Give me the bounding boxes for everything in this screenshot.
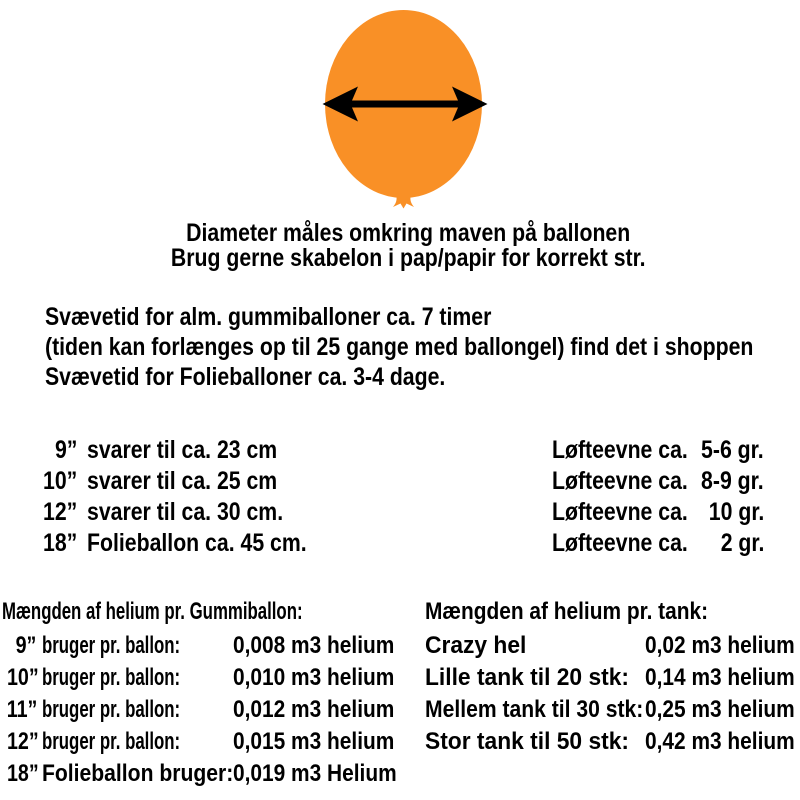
size-inches: 10”: [42, 467, 77, 495]
tank-label: Lille tank til 20 stk:: [425, 664, 629, 691]
table-row: [0, 662, 800, 694]
lift-label: Løfteevne ca.: [552, 436, 688, 464]
caption-line-2: [8, 246, 800, 271]
lift-label: Løfteevne ca.: [552, 467, 688, 495]
usage-label: bruger pr. ballon:: [42, 632, 181, 659]
usage-value: 0,008 m3 helium: [233, 632, 395, 659]
size-description: svarer til ca. 30 cm.: [87, 498, 284, 526]
size-inches: 10”: [6, 664, 39, 691]
usage-label: Folieballon bruger:: [42, 760, 234, 787]
size-inches: 18”: [6, 760, 39, 787]
size-inches: 12”: [42, 498, 77, 526]
float-info-line-3-text: Svævetid for Folieballoner ca. 3-4 dage.: [45, 363, 446, 391]
float-info-line-1: [45, 302, 800, 332]
lift-label: Løfteevne ca.: [552, 498, 688, 526]
lift-label: Løfteevne ca.: [552, 529, 688, 557]
float-info-line-1-text: Svævetid for alm. gummiballoner ca. 7 timer: [45, 303, 492, 331]
usage-value: 0,015 m3 helium: [233, 728, 395, 755]
caption-line-1-text: Diameter måles omkring maven på ballonen: [185, 219, 631, 247]
table-row: [0, 726, 800, 758]
float-info-line-2-text: (tiden kan forlænges op til 25 gange med ballongel) find det i shoppen: [45, 333, 754, 361]
tank-value: 0,02 m3 helium: [645, 632, 795, 659]
table-row: [0, 497, 800, 528]
size-inches: 9”: [15, 632, 36, 659]
table-row: [0, 630, 800, 662]
table-row: [0, 528, 800, 559]
table-row: [0, 466, 800, 497]
size-inches: 18”: [42, 529, 77, 557]
float-info-line-3: [45, 362, 800, 392]
tank-label: Mellem tank til 30 stk:: [425, 696, 644, 723]
size-description: svarer til ca. 23 cm: [87, 436, 278, 464]
tank-label: Stor tank til 50 stk:: [425, 728, 629, 755]
size-description: Folieballon ca. 45 cm.: [87, 529, 307, 557]
caption-line-2-text: Brug gerne skabelon i pap/papir for korrekt str.: [170, 244, 646, 272]
size-inches: 12”: [6, 728, 39, 755]
size-description: svarer til ca. 25 cm: [87, 467, 278, 495]
usage-label: bruger pr. ballon:: [42, 664, 181, 691]
lift-value: 2 gr.: [720, 529, 764, 557]
tank-value: 0,42 m3 helium: [645, 728, 795, 755]
lift-value: 8-9 gr.: [701, 467, 764, 495]
table-row: [0, 435, 800, 466]
size-inches: 11”: [6, 696, 38, 723]
float-time-info: [45, 302, 800, 392]
tank-value: 0,14 m3 helium: [645, 664, 795, 691]
usage-value: 0,010 m3 helium: [233, 664, 395, 691]
caption-line-1: [8, 221, 800, 246]
usage-value: 0,019 m3 Helium: [233, 760, 397, 787]
lift-value: 10 gr.: [708, 498, 764, 526]
balloon-graphic: [305, 0, 505, 210]
lift-value: 5-6 gr.: [701, 436, 764, 464]
usage-label: bruger pr. ballon:: [42, 728, 181, 755]
float-info-line-2: [45, 332, 800, 362]
caption: [8, 221, 800, 271]
table-row: [0, 694, 800, 726]
usage-label: bruger pr. ballon:: [42, 696, 181, 723]
helium-per-balloon-header: Mængden af helium pr. Gummiballon:: [2, 598, 303, 625]
tank-value: 0,25 m3 helium: [645, 696, 795, 723]
tank-label: Crazy hel: [425, 632, 527, 659]
size-inches: 9”: [54, 436, 77, 464]
table-row: [0, 758, 800, 790]
usage-value: 0,012 m3 helium: [233, 696, 395, 723]
helium-per-tank-header: Mængden af helium pr. tank:: [425, 598, 709, 625]
